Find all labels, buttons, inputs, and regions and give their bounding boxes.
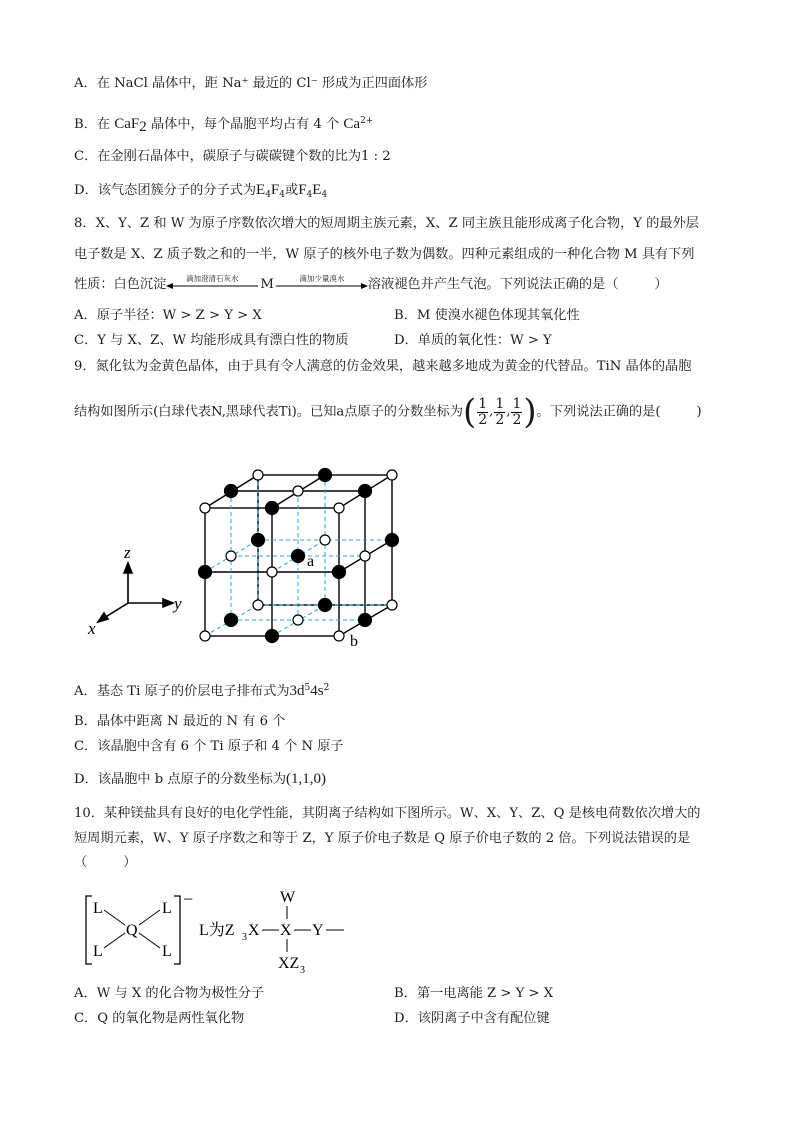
q8-stem-line3: 性质：白色沉淀 滴加澄清石灰水 M 滴加少量溴水 溶液褪色并产生气泡。下列说法正确的是（ ） xyxy=(74,273,668,292)
ti-atom xyxy=(266,502,279,515)
svg-text:Y: Y xyxy=(312,922,324,939)
n-atom xyxy=(387,600,397,610)
svg-text:XZ: XZ xyxy=(278,955,300,972)
ti-atom xyxy=(386,534,399,547)
svg-text:L: L xyxy=(162,943,172,960)
q7-option-a: A．在 NaCl 晶体中，距 Na⁺ 最近的 Cl⁻ 形成为正四面体形 xyxy=(74,76,428,91)
fraction-coordinate: ( $\frac{1}{2}$ , $\frac{1}{2}$ , $\frac{1}{2}$ ) xyxy=(462,392,537,432)
n-atom xyxy=(293,486,303,496)
q10-stem-line3: （ ） xyxy=(74,855,137,870)
svg-text:X: X xyxy=(280,922,292,939)
n-atom xyxy=(226,551,236,561)
q9-option-a: A．基态 Ti 原子的价层电子排布式为$3d^54s^2$ xyxy=(74,683,330,699)
ti-atom xyxy=(199,566,212,579)
axis-z-label: z xyxy=(124,543,131,562)
ti-atom xyxy=(359,485,372,498)
q10-stem-line2: 短周期元素，W、Y 原子序数之和等于 Z，Y 原子价电子数是 Q 原子价电子数的 2 倍。下列说法错误的是 xyxy=(74,831,691,846)
q8-option-b: B．M 使溴水褪色体现其氧化性 xyxy=(394,308,580,323)
n-atom xyxy=(334,631,344,641)
svg-text:−: − xyxy=(183,889,194,909)
ti-atom xyxy=(252,534,265,547)
q8-stem-line2: 电子数是 X、Z 质子数之和的一半，W 原子的核外电子数为偶数。四种元素组成的一种化合物 M 具有下列 xyxy=(74,247,695,262)
n-atom xyxy=(267,567,277,577)
right-arrow-icon: 滴加少量溴水 xyxy=(276,278,368,292)
q10-option-c: C．Q 的氧化物是两性氧化物 xyxy=(74,1011,245,1026)
q10-option-d: D．该阴离子中含有配位键 xyxy=(394,1011,550,1026)
q10-option-b: B．第一电离能 Z > Y > X xyxy=(394,986,554,1001)
q10-option-a: A．W 与 X 的化合物为极性分子 xyxy=(74,986,265,1001)
svg-text:L: L xyxy=(162,900,172,917)
q9-option-c: C．该晶胞中含有 6 个 Ti 原子和 4 个 N 原子 xyxy=(74,739,344,754)
q7-option-b: B．在 CaF$_2$ 晶体中，每个晶胞平均占有 4 个 $Ca^{2+}$ xyxy=(74,116,374,135)
q10-stem-line1: 10．某种镁盐具有良好的电化学性能，其阴离子结构如下图所示。W、X、Y、Z、Q 是核电荷数依次增大的 xyxy=(74,806,701,821)
q7-option-c: C．在金刚石晶体中，碳原子与碳碳键个数的比为1 : 2 xyxy=(74,149,391,164)
svg-text:L: L xyxy=(93,943,103,960)
n-atom xyxy=(387,470,397,480)
ti-atom xyxy=(359,614,372,627)
q9-option-b: B．晶体中距离 N 最近的 N 有 6 个 xyxy=(74,714,286,729)
q7-option-d: D．该气态团簇分子的分子式为$E_4F_4$或$F_4E_4$ xyxy=(74,182,328,200)
point-a-label: a xyxy=(307,553,315,570)
n-atom xyxy=(253,470,263,480)
svg-text:L: L xyxy=(93,900,103,917)
svg-text:3: 3 xyxy=(242,932,247,943)
svg-text:Q: Q xyxy=(126,922,138,939)
svg-text:3: 3 xyxy=(300,965,305,976)
n-atom xyxy=(293,615,303,625)
ti-atom xyxy=(225,614,238,627)
ti-atom xyxy=(225,485,238,498)
q8-option-d: D．单质的氧化性：W > Y xyxy=(394,333,552,348)
axis-x-label: x xyxy=(88,619,96,638)
q8-stem-line1: 8．X、Y、Z 和 W 为原子序数依次增大的短周期主族元素，X、Z 同主族且能形成离子化合物，Y 的最外层 xyxy=(74,216,699,231)
n-atom xyxy=(253,600,263,610)
tin-unit-cell-diagram xyxy=(80,455,420,655)
left-arrow-icon: 滴加澄清石灰水 xyxy=(166,278,258,292)
svg-text:X: X xyxy=(248,922,260,939)
ti-atom xyxy=(292,550,305,563)
point-b-label: b xyxy=(350,633,358,650)
q9-stem-line2: 结构如图所示(白球代表N,黑球代表Ti)。已知a点原子的分数坐标为 ( $\frac{1}{2}$ , $\frac{1}{2}$ , $\frac{1}{2}$ ) 。下列说法正确的是( ) xyxy=(74,392,702,432)
svg-text:W: W xyxy=(280,889,296,906)
n-atom xyxy=(360,551,370,561)
n-atom xyxy=(334,503,344,513)
ti-atom xyxy=(266,630,279,643)
n-atom xyxy=(320,535,330,545)
ti-atom xyxy=(319,469,332,482)
n-atom xyxy=(200,503,210,513)
n-atom xyxy=(200,631,210,641)
q8-option-a: A．原子半径：W > Z > Y > X xyxy=(74,308,262,323)
svg-text:L为Z: L为Z xyxy=(199,922,235,939)
axis-y-label: y xyxy=(174,594,182,613)
q9-option-d: D．该晶胞中 b 点原子的分数坐标为(1,1,0) xyxy=(74,771,327,787)
ti-atom xyxy=(333,566,346,579)
q9-stem-line1: 9．氮化钛为金黄色晶体，由于具有令人满意的仿金效果，越来越多地成为黄金的代替品。TiN 晶体的晶胞 xyxy=(74,359,692,374)
ti-atom xyxy=(319,599,332,612)
q8-option-c: C．Y 与 X、Z、W 均能形成具有漂白性的物质 xyxy=(74,333,349,348)
anion-structure-diagram xyxy=(80,880,360,980)
